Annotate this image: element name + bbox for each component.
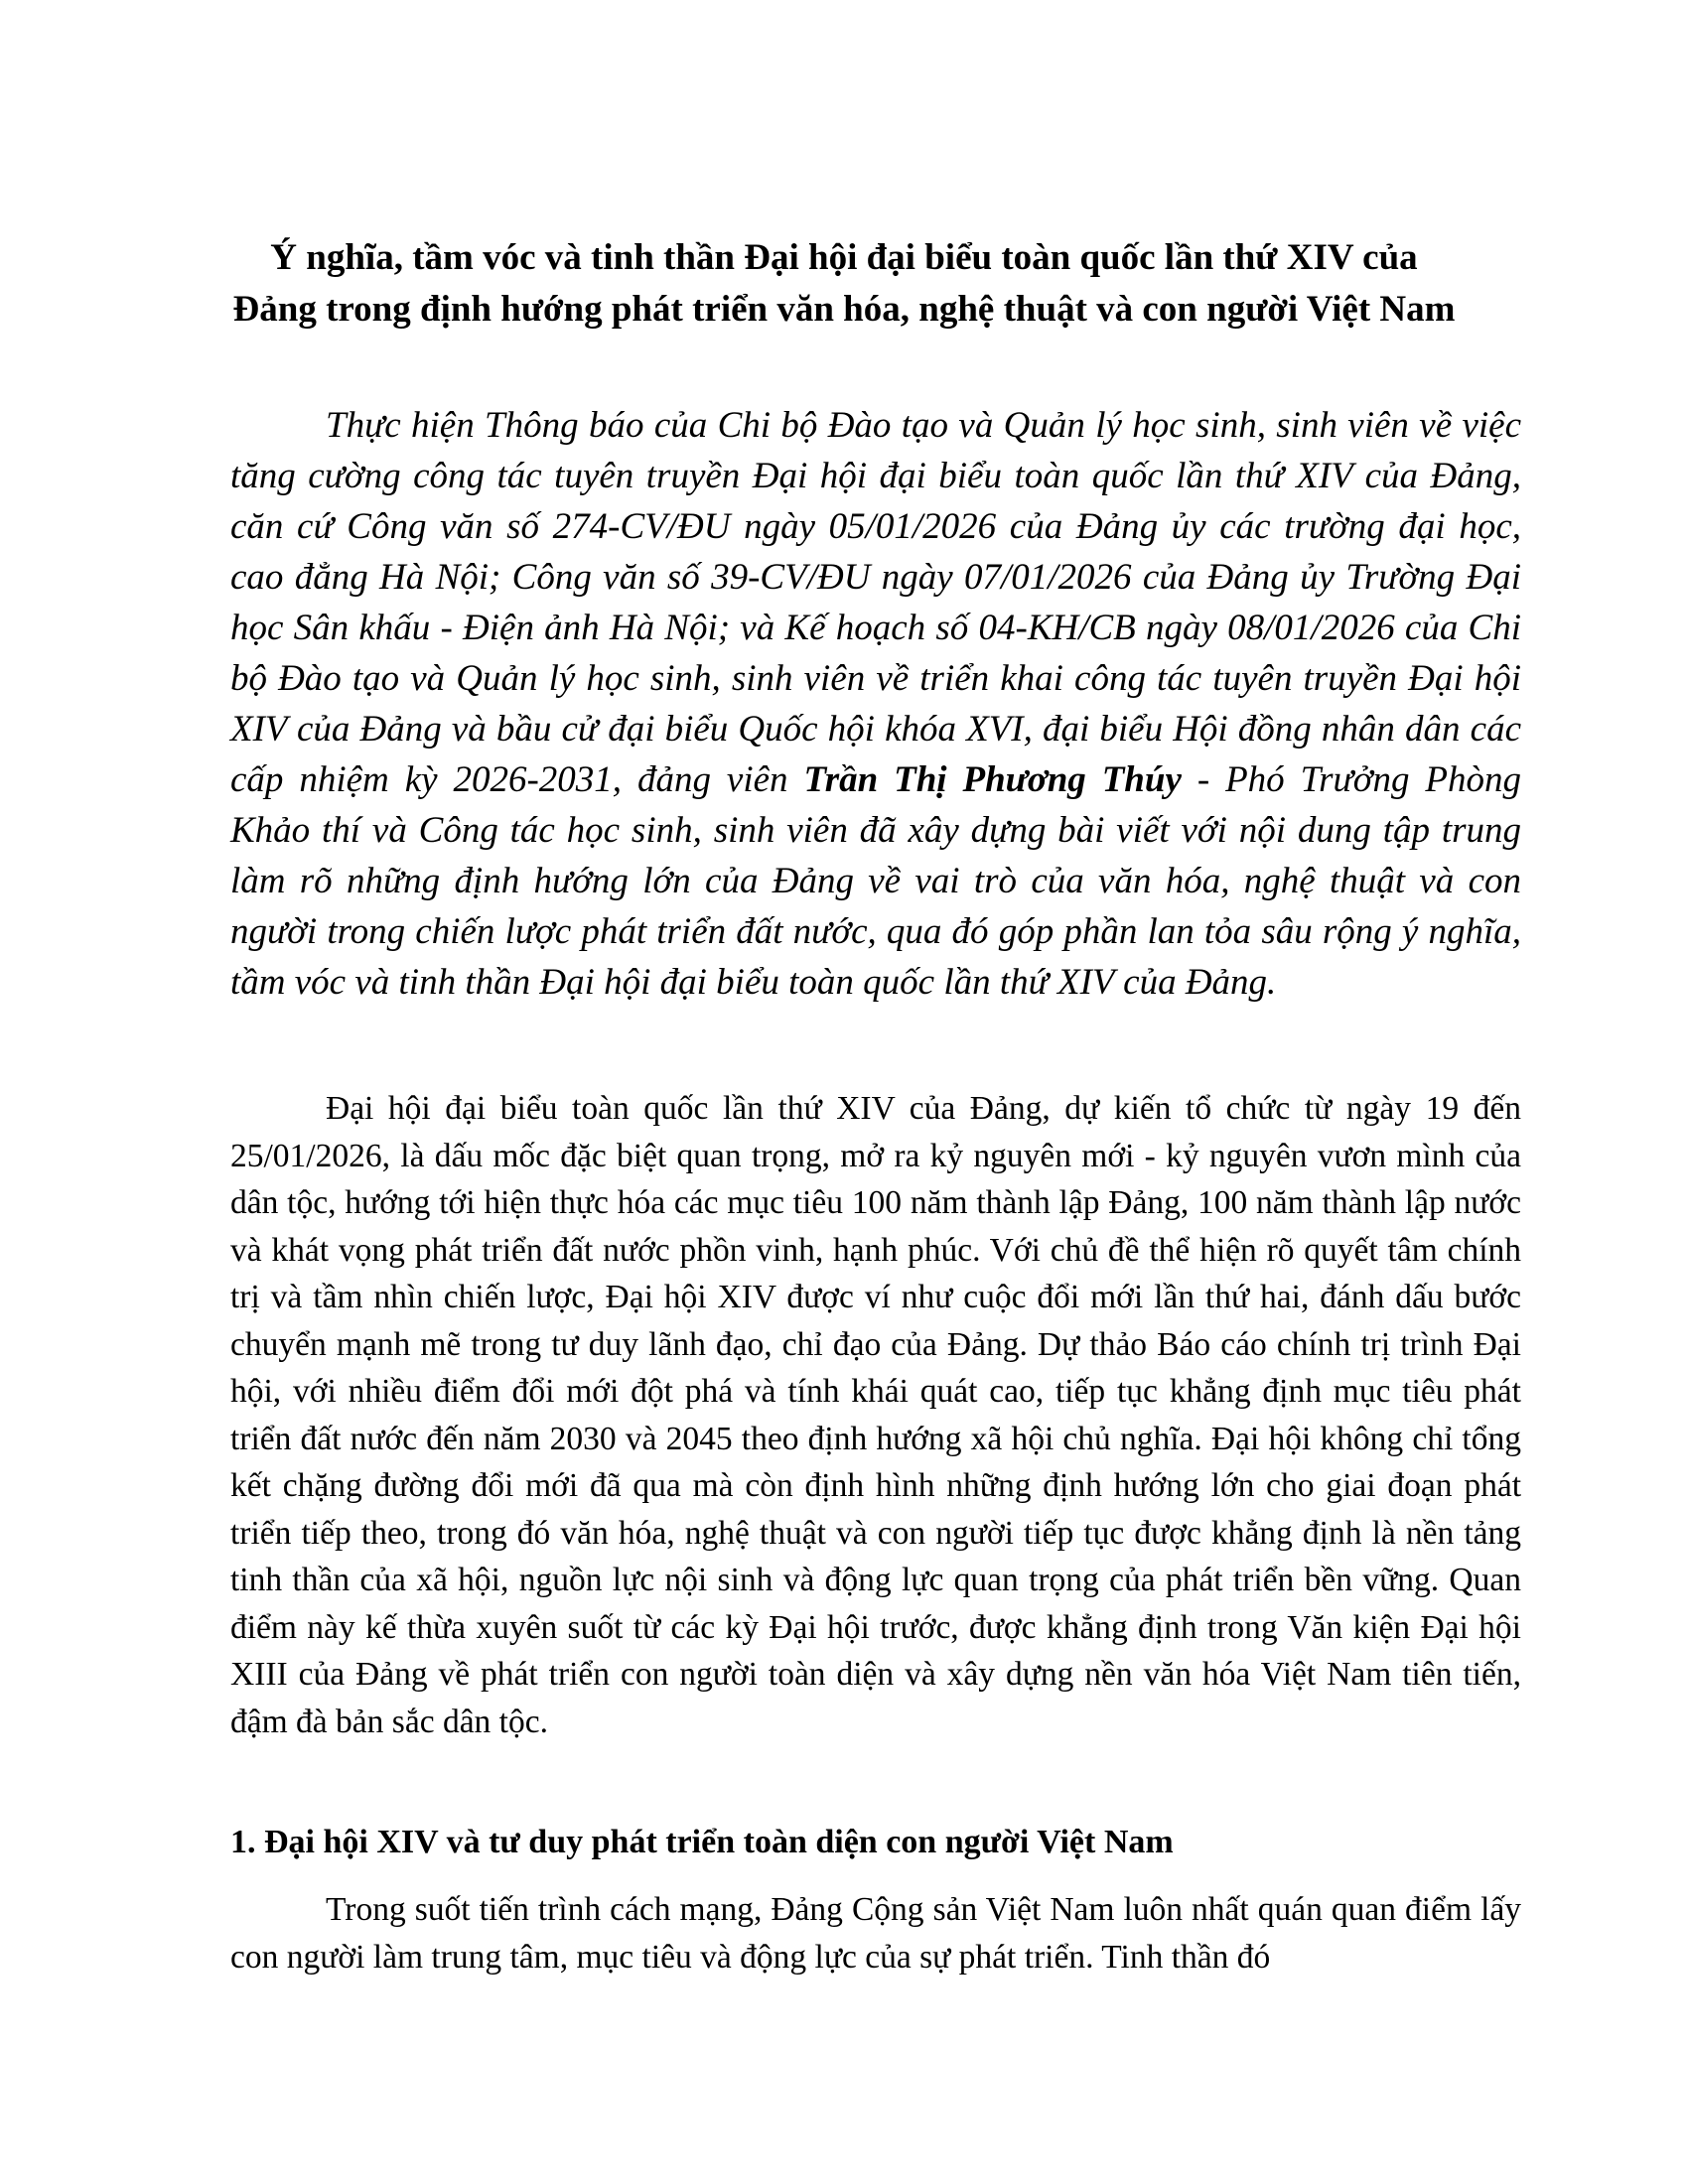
- section-heading-1: 1. Đại hội XIV và tư duy phát triển toàn diện con người Việt Nam: [230, 1824, 1174, 1860]
- title-line-1: Ý nghĩa, tầm vóc và tinh thần Đại hội đại biểu toàn quốc lần thứ XIV của: [270, 237, 1418, 278]
- intro-text-part-1: Thực hiện Thông báo của Chi bộ Đào tạo và Quản lý học sinh, sinh viên về việc tăng cường công tác tuyên truyền Đại hội đại biểu toàn quốc lần thứ XIV của Đảng, căn cứ Công văn số 274-CV/ĐU ngày 05/01/2026 của Đảng ủy các trường đại học, cao đẳng Hà Nội; Công văn số 39-CV/ĐU ngày 07/01/2026 của Đảng ủy Trường Đại học Sân khấu - Điện ảnh Hà Nội; và Kế hoạch số 04-KH/CB ngày 08/01/2026 của Chi bộ Đào tạo và Quản lý học sinh, sinh viên về triển khai công tác tuyên truyền Đại hội XIV của Đảng và bầu cử đại biểu Quốc hội khóa XVI, đại biểu Hội đồng nhân dân các cấp nhiệm kỳ 2026-2031, đảng viên: [230, 405, 1521, 800]
- document-title: [199, 232, 1489, 336]
- intro-text-part-2: - Phó Trưởng Phòng Khảo thí và Công tác học sinh, sinh viên đã xây dựng bài viết với nội dung tập trung làm rõ những định hướng lớn của Đảng về vai trò của văn hóa, nghệ thuật và con người trong chiến lược phát triển đất nước, qua đó góp phần lan tỏa sâu rộng ý nghĩa, tầm vóc và tinh thần Đại hội đại biểu toàn quốc lần thứ XIV của Đảng.: [230, 759, 1521, 1003]
- body-paragraph-2: Trong suốt tiến trình cách mạng, Đảng Cộng sản Việt Nam luôn nhất quán quan điểm lấy con người làm trung tâm, mục tiêu và động lực của sự phát triển. Tinh thần đó: [230, 1891, 1521, 1976]
- title-line-2: Đảng trong định hướng phát triển văn hóa, nghệ thuật và con người Việt Nam: [232, 289, 1456, 330]
- author-name: Trần Thị Phương Thúy: [803, 759, 1182, 800]
- body-paragraph-1: Đại hội đại biểu toàn quốc lần thứ XIV của Đảng, dự kiến tổ chức từ ngày 19 đến 25/01/2026, là dấu mốc đặc biệt quan trọng, mở ra kỷ nguyên mới - kỷ nguyên vươn mình của dân tộc, hướng tới hiện thực hóa các mục tiêu 100 năm thành lập Đảng, 100 năm thành lập nước và khát vọng phát triển đất nước phồn vinh, hạnh phúc. Với chủ đề thể hiện rõ quyết tâm chính trị và tầm nhìn chiến lược, Đại hội XIV được ví như cuộc đổi mới lần thứ hai, đánh dấu bước chuyển mạnh mẽ trong tư duy lãnh đạo, chỉ đạo của Đảng. Dự thảo Báo cáo chính trị trình Đại hội, với nhiều điểm đổi mới đột phá và tính khái quát cao, tiếp tục khẳng định mục tiêu phát triển đất nước đến năm 2030 và 2045 theo định hướng xã hội chủ nghĩa. Đại hội không chỉ tổng kết chặng đường đổi mới đã qua mà còn định hình những định hướng lớn cho giai đoạn phát triển tiếp theo, trong đó văn hóa, nghệ thuật và con người tiếp tục được khẳng định là nền tảng tinh thần của xã hội, nguồn lực nội sinh và động lực quan trọng của phát triển bền vững. Quan điểm này kế thừa xuyên suốt từ các kỳ Đại hội trước, được khẳng định trong Văn kiện Đại hội XIII của Đảng về phát triển con người toàn diện và xây dựng nền văn hóa Việt Nam tiên tiến, đậm đà bản sắc dân tộc.: [230, 1090, 1521, 1740]
- intro-paragraph: [230, 400, 1521, 1008]
